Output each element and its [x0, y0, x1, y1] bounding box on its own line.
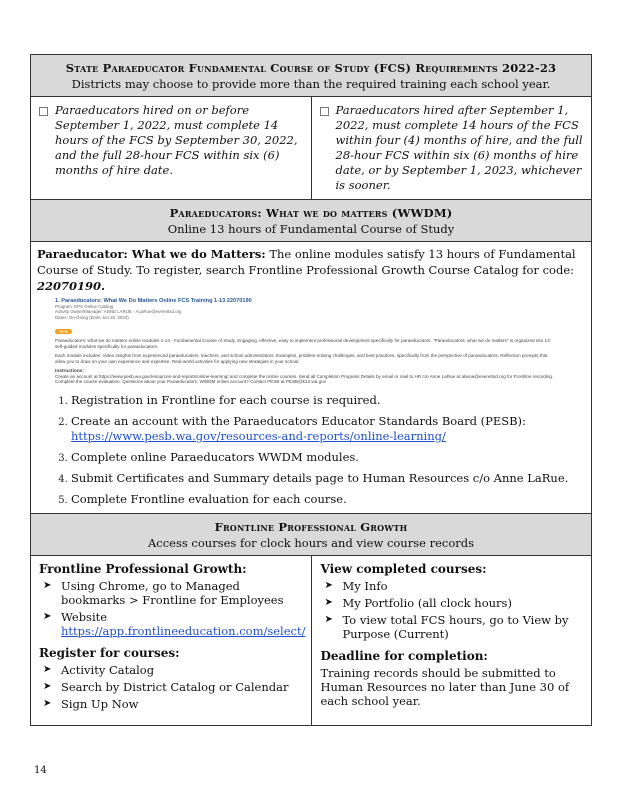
checkbox-icon — [39, 107, 48, 116]
step-text: Submit Certificates and Summary details page to Human Resources c/o Anne LaRue. — [71, 470, 569, 485]
list-item-text: Sign Up Now — [61, 696, 139, 711]
frontline-heading: Frontline Professional Growth: — [39, 561, 247, 576]
list-item-text: Using Chrome, go to Managed bookmarks > Frontline for Employees — [61, 578, 284, 607]
catalog-description: Each module includes: Video insights from experienced paraeducators, teachers, and school administrators. Examples, problem-solving challenges, and best practices, specifically from the perspective of paraeducators. Reflection prompts that allow you to draw on your own experience and expertise. Real-world activities for applying new strategies in your school. — [55, 353, 548, 364]
catalog-course-title[interactable]: 1. Paraeducators: What We Do Matters Online FCS Training 1-13 22070190 — [55, 298, 252, 304]
list-item-text: My Info — [342, 578, 388, 593]
list-item — [320, 613, 585, 641]
list-item-text: Search by District Catalog or Calendar — [61, 679, 289, 694]
deadline-text: Training records should be submitted to Human Resources no later than June 30 of each school year. — [320, 665, 570, 708]
step-text: Complete online Paraeducators WWDM modules. — [71, 449, 359, 464]
arrow-bullet-icon: ➤ — [324, 613, 333, 625]
frontline-list — [39, 579, 305, 638]
list-item-text: My Portfolio (all clock hours) — [342, 595, 512, 610]
view-completed-list — [320, 579, 585, 641]
requirement-after-sept — [312, 97, 592, 199]
catalog-screenshot — [55, 298, 555, 385]
list-item — [39, 663, 305, 677]
step-text: Registration in Frontline for each course is required. — [71, 392, 381, 407]
section-title: Frontline Professional Growth — [214, 519, 408, 534]
course-code: 22070190. — [37, 279, 106, 293]
register-list — [39, 663, 305, 711]
document-table — [30, 54, 592, 726]
fcs-requirements-header — [31, 55, 591, 97]
hire-date-requirements — [31, 97, 591, 200]
catalog-instructions: Create an account at https://www.pesb.wa.gov/resources-and-reports/online-learning/ and complete the online courses. Send all Completion Progress Details by email or mail to HR c/o Anne LaRue at alarue@everettsd.org for Frontline recording. Complete the course evaluation. Questions about your Paraeducators: WWDM online account? Contact PESB at PESB@k12.wa.gov — [55, 373, 554, 385]
section-subtitle: Online 13 hours of Fundamental Course of Study — [167, 222, 455, 236]
requirement-text: Paraeducators hired after September 1, 2022, must complete 14 hours of the FCS within four (4) months of hire, and the full 28-hour FCS within six (6) months of hire date, or by September 1, 2023, whichever is sooner. — [335, 103, 583, 192]
section-subtitle: Districts may choose to provide more than the required training each school year. — [71, 77, 551, 91]
deadline-heading: Deadline for completion: — [320, 648, 488, 663]
catalog-instructions-heading: Instructions: — [55, 368, 85, 374]
list-item — [39, 610, 305, 638]
catalog-description: Paraeducators: what we do matters online modules 1-13 - Fundamental Course of Study. Engaging, effective, easy to implement professional development specifically for paraeducators. "Paraeducators: what we do matters" is organized into 13 self-guided modules specifically for paraeducators. — [55, 338, 550, 349]
page-number: 14 — [34, 765, 47, 776]
step-item — [71, 471, 591, 486]
register-heading: Register for courses: — [39, 645, 180, 660]
catalog-meta: Program: EPS Online Catalog — [55, 304, 114, 309]
arrow-bullet-icon: ➤ — [43, 610, 52, 622]
frontline-website-link[interactable]: https://app.frontlineeducation.com/select/ — [61, 623, 306, 638]
step-item — [71, 414, 591, 444]
list-item — [320, 579, 585, 593]
wwdm-body — [31, 242, 591, 514]
list-item — [39, 680, 305, 694]
arrow-bullet-icon: ➤ — [324, 579, 333, 591]
arrow-bullet-icon: ➤ — [43, 663, 52, 675]
intro-heading: Paraeducator: What we do Matters: — [37, 247, 266, 261]
registration-steps — [31, 393, 591, 507]
arrow-bullet-icon: ➤ — [324, 596, 333, 608]
frontline-right — [312, 556, 591, 725]
list-item-text: To view total FCS hours, go to View by Purpose (Current) — [342, 612, 569, 641]
intro-text: The online modules satisfy 13 hours of Fundamental Course of Study. To register, search Frontline Professional Growth Course Catalog for code: — [37, 247, 576, 277]
catalog-meta: Activity Owner/Manager: ANNE LARUE - ALaRue@everettsd.org — [55, 309, 182, 315]
view-completed-heading: View completed courses: — [320, 561, 487, 576]
wwdm-intro — [31, 242, 591, 294]
section-title: Paraeducators: What we do matters (WWDM) — [169, 206, 453, 220]
step-text: Complete Frontline evaluation for each course. — [71, 491, 347, 506]
list-item — [39, 697, 305, 711]
arrow-bullet-icon: ➤ — [43, 680, 52, 692]
step-item — [71, 492, 591, 507]
requirement-text: Paraeducators hired on or before September 1, 2022, must complete 14 hours of the FCS by September 30, 2022, and the full 28-hour FCS within six (6) months of hire date. — [55, 103, 298, 177]
section-subtitle: Access courses for clock hours and view course records — [147, 535, 475, 550]
step-text: Create an account with the Paraeducators Educator Standards Board (PESB): — [71, 413, 526, 428]
list-item-text: Website — [61, 609, 108, 624]
checkbox-icon — [320, 107, 329, 116]
requirement-before-sept — [31, 97, 312, 199]
step-item — [71, 393, 591, 408]
new-badge: New — [55, 329, 72, 334]
pesb-link[interactable]: https://www.pesb.wa.gov/resources-and-reports/online-learning/ — [71, 428, 446, 443]
list-item — [320, 596, 585, 610]
list-item — [39, 579, 305, 607]
arrow-bullet-icon: ➤ — [43, 697, 52, 709]
frontline-left — [31, 556, 312, 725]
frontline-body — [31, 556, 591, 725]
wwdm-header — [31, 200, 591, 242]
arrow-bullet-icon: ➤ — [43, 579, 52, 591]
section-title: State Paraeducator Fundamental Course of Study (FCS) Requirements 2022-23 — [65, 61, 557, 75]
frontline-header — [31, 514, 591, 556]
step-item — [71, 450, 591, 465]
list-item-text: Activity Catalog — [61, 662, 155, 677]
catalog-meta: Dates: On-Going (Ends Jun 30, 2023) — [55, 314, 129, 320]
